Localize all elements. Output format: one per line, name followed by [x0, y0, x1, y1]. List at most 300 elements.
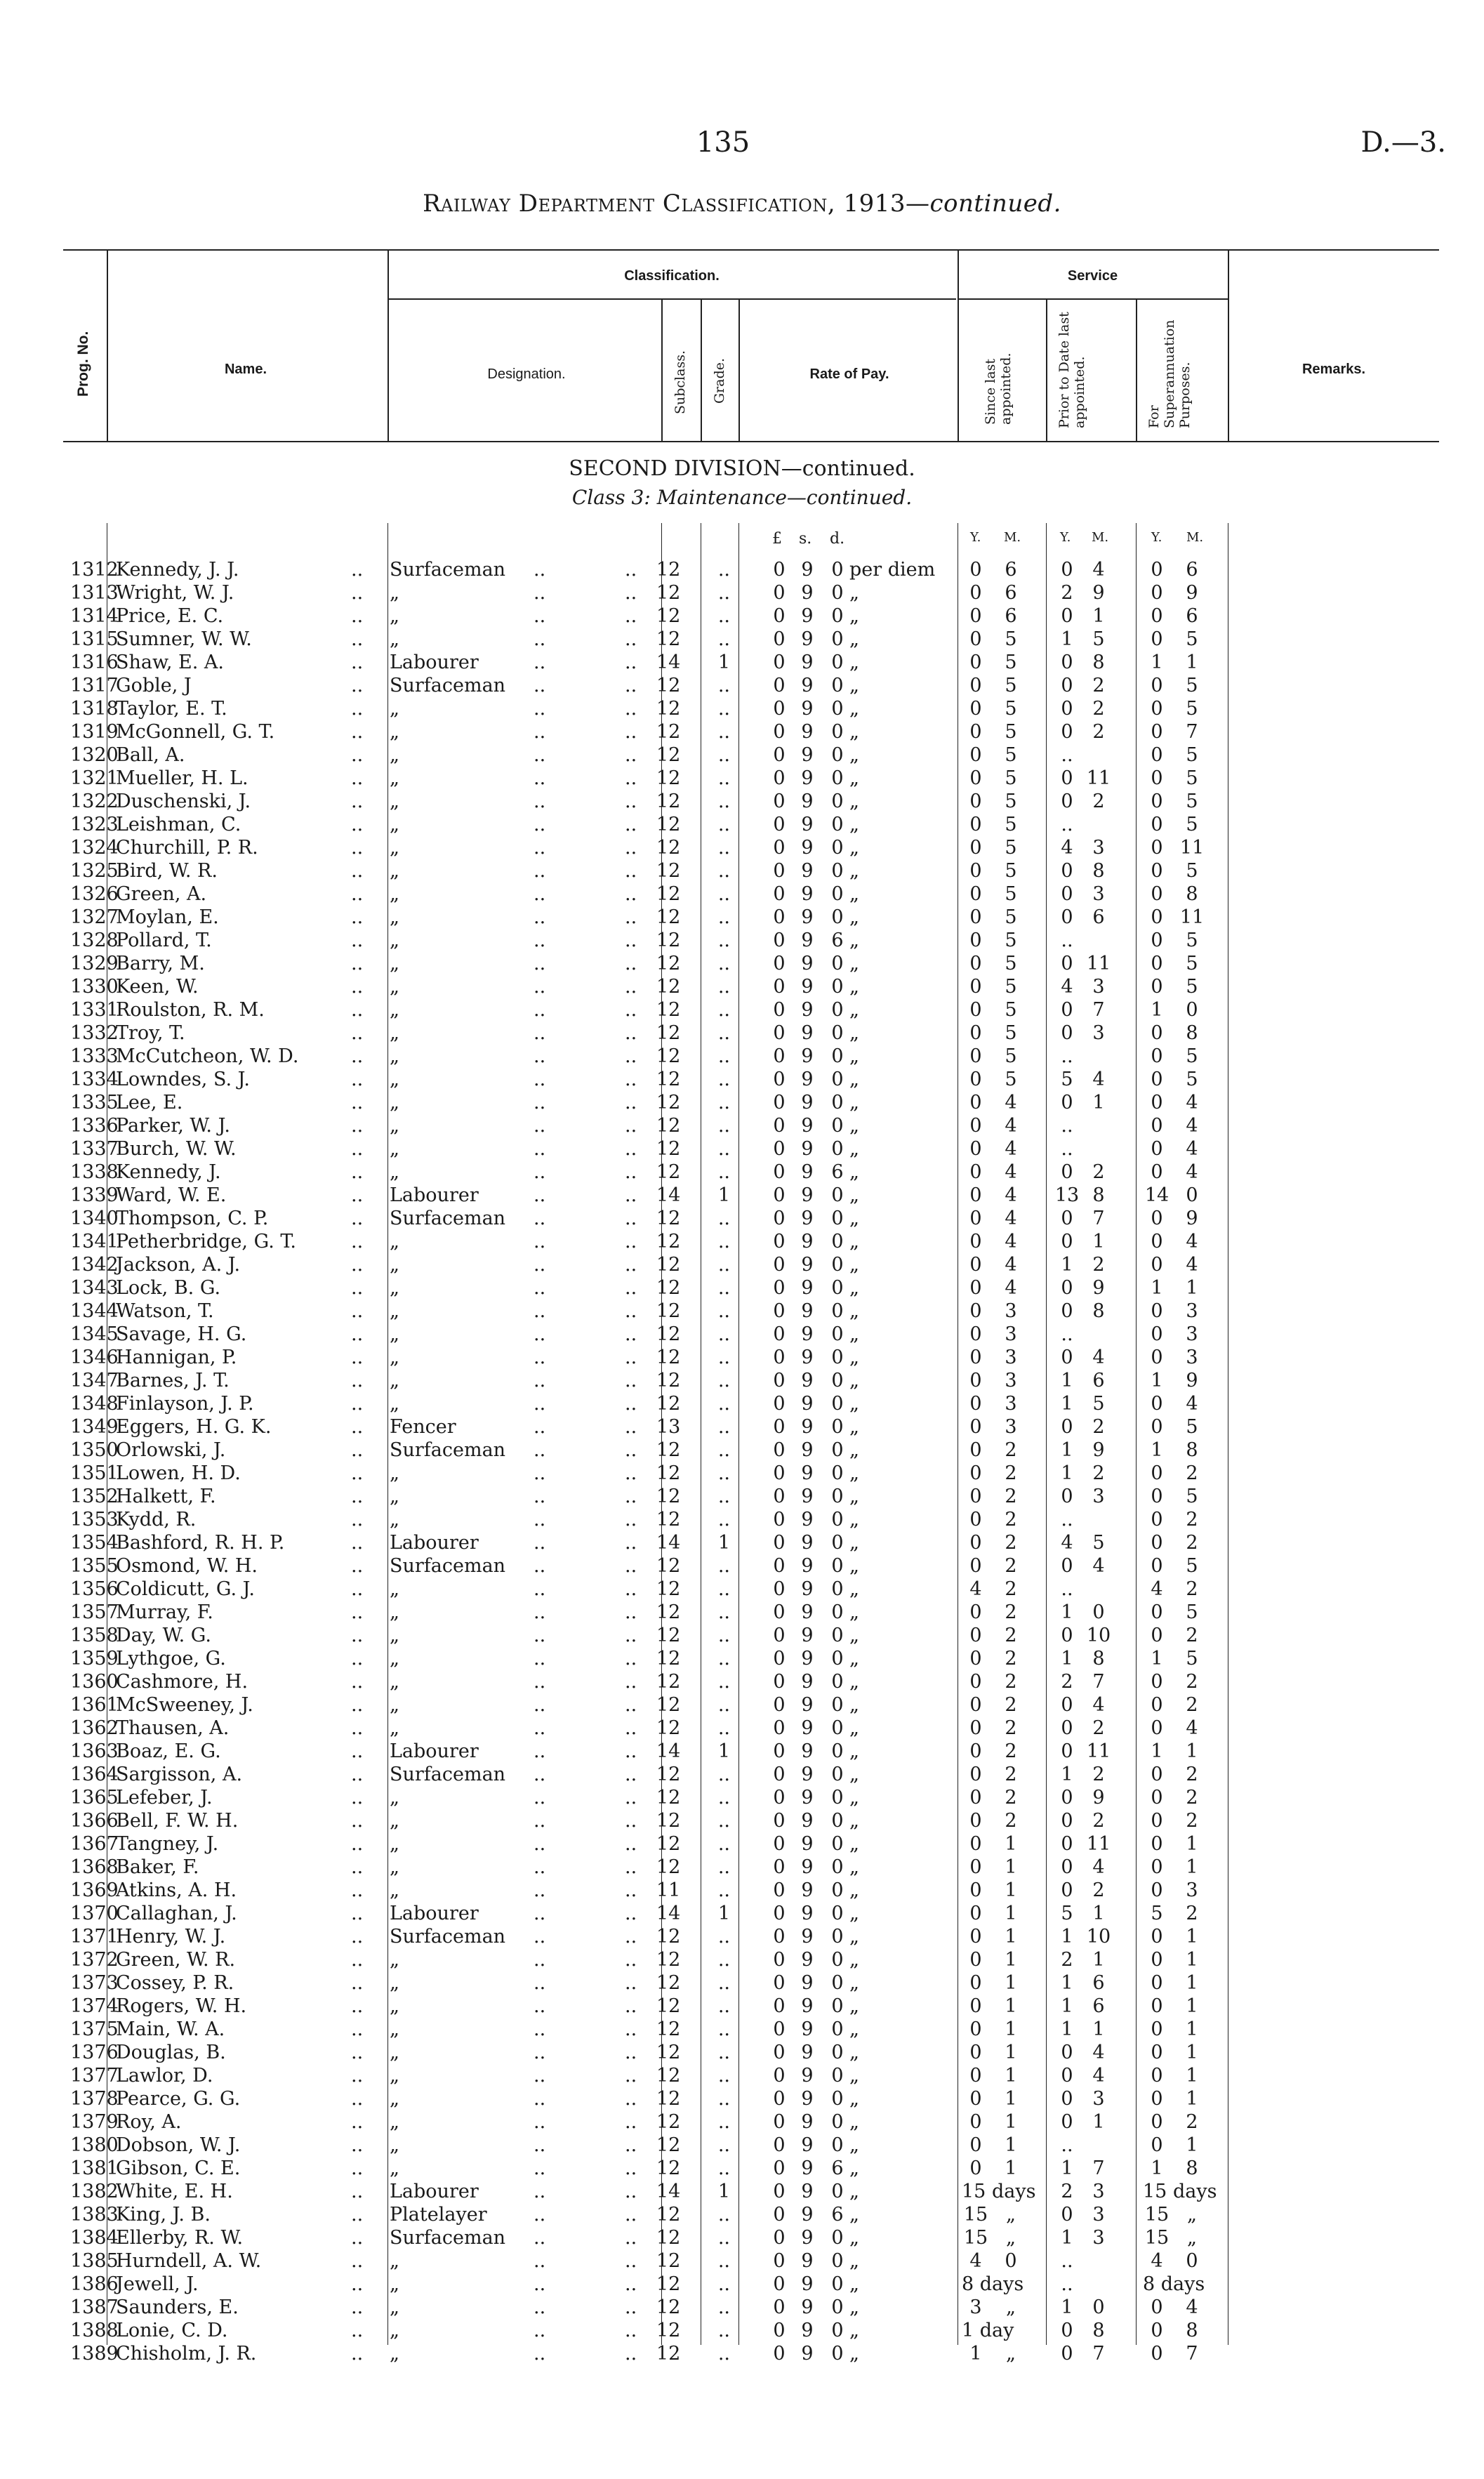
employee-name: Rogers, W. H.	[116, 1995, 247, 2017]
employee-name: Boaz, E. G.	[116, 1740, 221, 1762]
leader-dots: ..	[351, 1347, 364, 1368]
leader-dots: ..	[534, 2320, 546, 2341]
employee-name: Orlowski, J.	[116, 1439, 226, 1461]
subclass: 12	[656, 930, 681, 951]
grade: ..	[717, 1509, 730, 1531]
designation: „	[390, 1509, 399, 1531]
since-months: 1	[1005, 1949, 1017, 1971]
super-months: 5	[1186, 1648, 1198, 1670]
subclass: 14	[656, 1903, 681, 1924]
employee-name: Price, E. C.	[116, 605, 224, 627]
since-months: 2	[1005, 1532, 1017, 1554]
grade: ..	[717, 1393, 730, 1415]
prior-years: 0	[1061, 721, 1073, 743]
designation: „	[390, 1045, 399, 1067]
pay-pence: 0	[831, 582, 844, 604]
leader-dots: ..	[351, 1300, 364, 1322]
super-months: 8	[1186, 1439, 1198, 1461]
prior-years: 0	[1061, 1833, 1073, 1855]
grade: ..	[717, 1926, 730, 1948]
leader-dots: ..	[625, 1370, 637, 1391]
employee-name: Finlayson, J. P.	[116, 1393, 254, 1415]
prior-years: 0	[1061, 605, 1073, 627]
prior-years: 1	[1061, 628, 1073, 650]
prior-months: 5	[1092, 1532, 1105, 1554]
prior-months: 7	[1092, 2343, 1105, 2365]
since-months: 2	[1005, 1764, 1017, 1785]
super-months: 5	[1186, 814, 1198, 835]
prior-years: 0	[1061, 767, 1073, 789]
employee-name: Bird, W. R.	[116, 860, 218, 882]
designation: „	[390, 698, 399, 720]
table-row	[0, 836, 1484, 859]
designation: „	[390, 2250, 399, 2272]
pay-shillings: 9	[801, 791, 814, 812]
pay-period: „	[849, 744, 859, 766]
since-years: 0	[969, 791, 982, 812]
prior-months: 3	[1092, 2088, 1105, 2110]
grade: ..	[717, 976, 730, 998]
leader-dots: ..	[534, 1648, 546, 1670]
grade: ..	[717, 628, 730, 650]
designation: „	[390, 1625, 399, 1646]
pay-period: „	[849, 2111, 859, 2133]
designation: „	[390, 791, 399, 812]
pay-pence: 0	[831, 1648, 844, 1670]
pay-pounds: 0	[773, 1717, 786, 1739]
super-years: 0	[1151, 883, 1163, 905]
employee-name: Jackson, A. J.	[116, 1254, 241, 1276]
pay-pounds: 0	[773, 2157, 786, 2179]
super-years: 0	[1151, 1694, 1163, 1716]
unit-super-months: M.	[1186, 530, 1204, 545]
leader-dots: ..	[625, 1949, 637, 1971]
since-years: 8 days	[962, 2273, 1024, 2295]
super-years: 1	[1151, 1648, 1163, 1670]
pay-shillings: 9	[801, 2296, 814, 2318]
leader-dots: ..	[351, 2134, 364, 2156]
table-row	[0, 2064, 1484, 2087]
since-years: 0	[969, 976, 982, 998]
pay-shillings: 9	[801, 953, 814, 974]
leader-dots: ..	[534, 1416, 546, 1438]
pay-shillings: 9	[801, 675, 814, 696]
leader-dots: ..	[534, 1486, 546, 1507]
prior-months: 2	[1092, 1717, 1105, 1739]
employee-name: Sumner, W. W.	[116, 628, 252, 650]
subclass: 12	[656, 791, 681, 812]
since-years: 0	[969, 1856, 982, 1878]
leader-dots: ..	[351, 1856, 364, 1878]
designation: „	[390, 628, 399, 650]
prog-number: 1370	[70, 1903, 119, 1924]
since-years: 0	[969, 2018, 982, 2040]
leader-dots: ..	[625, 2065, 637, 2087]
since-years: 1	[969, 2343, 982, 2365]
pay-shillings: 9	[801, 1648, 814, 1670]
grade: ..	[717, 791, 730, 812]
prior-years: 0	[1061, 1300, 1073, 1322]
table-row	[0, 1276, 1484, 1300]
since-years: 0	[969, 1694, 982, 1716]
since-years: 0	[969, 2111, 982, 2133]
unit-super-years: Y.	[1151, 530, 1162, 545]
grade: ..	[717, 1972, 730, 1994]
table-row	[0, 1346, 1484, 1369]
pay-pence: 0	[831, 1509, 844, 1531]
prog-number: 1340	[70, 1208, 119, 1229]
subclass: 12	[656, 1810, 681, 1832]
pay-period: „	[849, 1926, 859, 1948]
page-title	[0, 190, 1484, 218]
leader-dots: ..	[351, 2111, 364, 2133]
pay-period: „	[849, 1671, 859, 1693]
since-months: 4	[1005, 1138, 1017, 1160]
employee-name: Barnes, J. T.	[116, 1370, 230, 1391]
since-years: 0	[969, 906, 982, 928]
prior-years: 0	[1061, 1231, 1073, 1252]
employee-name: Sargisson, A.	[116, 1764, 243, 1785]
table-row	[0, 2249, 1484, 2273]
pay-period: „	[849, 2273, 859, 2295]
prior-months: 3	[1092, 837, 1105, 859]
prog-number: 1351	[70, 1462, 119, 1484]
prior-years: 0	[1061, 860, 1073, 882]
designation: „	[390, 1231, 399, 1252]
subclass: 12	[656, 1717, 681, 1739]
table-row	[0, 1554, 1484, 1578]
pay-pounds: 0	[773, 652, 786, 673]
leader-dots: ..	[534, 837, 546, 859]
prior-years: 1	[1061, 2157, 1073, 2179]
super-months: 5	[1186, 930, 1198, 951]
designation: „	[390, 1347, 399, 1368]
prior-years: 0	[1061, 1717, 1073, 1739]
leader-dots: ..	[625, 1393, 637, 1415]
prior-months: 2	[1092, 721, 1105, 743]
pay-period: „	[849, 1810, 859, 1832]
prior-months: 8	[1092, 2320, 1105, 2341]
grade: ..	[717, 1300, 730, 1322]
pay-pounds: 0	[773, 791, 786, 812]
prog-number: 1341	[70, 1231, 119, 1252]
since-years: 0	[969, 2042, 982, 2063]
table-row	[0, 767, 1484, 790]
pay-pounds: 0	[773, 1370, 786, 1391]
prior-months: 1	[1092, 1092, 1105, 1113]
col-rule-3	[661, 298, 663, 442]
leader-dots: ..	[625, 1277, 637, 1299]
prog-number: 1343	[70, 1277, 119, 1299]
leader-dots: ..	[534, 767, 546, 789]
leader-dots: ..	[351, 1161, 364, 1183]
leader-dots: ..	[534, 2157, 546, 2179]
subclass: 12	[656, 2343, 681, 2365]
prog-number: 1312	[70, 559, 119, 581]
super-years: 0	[1151, 1022, 1163, 1044]
designation: „	[390, 2111, 399, 2133]
pay-pence: 0	[831, 2320, 844, 2341]
since-months: „	[1006, 2343, 1016, 2365]
leader-dots: ..	[625, 1416, 637, 1438]
prog-number: 1374	[70, 1995, 119, 2017]
prior-months: 3	[1092, 2181, 1105, 2202]
subclass: 12	[656, 860, 681, 882]
leader-dots: ..	[351, 1833, 364, 1855]
leader-dots: ..	[625, 2343, 637, 2365]
super-months: 5	[1186, 698, 1198, 720]
designation: Labourer	[390, 1532, 479, 1554]
prog-number: 1385	[70, 2250, 119, 2272]
super-years: 0	[1151, 1323, 1163, 1345]
super-months: 5	[1186, 744, 1198, 766]
pay-pence: 0	[831, 744, 844, 766]
pay-period: „	[849, 721, 859, 743]
leader-dots: ..	[625, 675, 637, 696]
grade: ..	[717, 1555, 730, 1577]
super-years: 0	[1151, 953, 1163, 974]
pay-shillings: 9	[801, 2088, 814, 2110]
leader-dots: ..	[534, 2296, 546, 2318]
super-years: 0	[1151, 1092, 1163, 1113]
leader-dots: ..	[534, 1856, 546, 1878]
pay-pounds: 0	[773, 2250, 786, 2272]
pay-period: „	[849, 2250, 859, 2272]
leader-dots: ..	[625, 744, 637, 766]
super-months: 9	[1186, 1370, 1198, 1391]
pay-pence: 0	[831, 605, 844, 627]
table-row	[0, 2342, 1484, 2365]
pay-pounds: 0	[773, 1347, 786, 1368]
designation: Labourer	[390, 652, 479, 673]
prog-number: 1349	[70, 1416, 119, 1438]
grade: ..	[717, 2065, 730, 2087]
leader-dots: ..	[625, 1092, 637, 1113]
pay-pounds: 0	[773, 1856, 786, 1878]
super-years: 0	[1151, 1810, 1163, 1832]
pay-pence: 0	[831, 2181, 844, 2202]
pay-period: „	[849, 2320, 859, 2341]
pay-period: „	[849, 1115, 859, 1137]
leader-dots: ..	[534, 906, 546, 928]
since-years: 0	[969, 744, 982, 766]
employee-name: Lock, B. G.	[116, 1277, 221, 1299]
prog-number: 1364	[70, 1764, 119, 1785]
pay-period: „	[849, 1184, 859, 1206]
leader-dots: ..	[351, 2296, 364, 2318]
subclass: 12	[656, 1092, 681, 1113]
pay-period: „	[849, 953, 859, 974]
pay-shillings: 9	[801, 1208, 814, 1229]
table-row	[0, 743, 1484, 767]
pay-shillings: 9	[801, 652, 814, 673]
designation: Surfaceman	[390, 1926, 506, 1948]
leader-dots: ..	[351, 930, 364, 951]
employee-name: Bashford, R. H. P.	[116, 1532, 285, 1554]
super-months: 3	[1186, 1300, 1198, 1322]
prior-months: 1	[1092, 1231, 1105, 1252]
leader-dots: ..	[351, 652, 364, 673]
grade: ..	[717, 767, 730, 789]
leader-dots: ..	[625, 791, 637, 812]
pay-pence: 0	[831, 999, 844, 1021]
pay-pence: 6	[831, 1161, 844, 1183]
table-row	[0, 1161, 1484, 1184]
prior-months: 9	[1092, 1277, 1105, 1299]
since-months: 1	[1005, 2042, 1017, 2063]
leader-dots: ..	[351, 1648, 364, 1670]
grade: ..	[717, 2204, 730, 2226]
pay-pence: 0	[831, 1764, 844, 1785]
super-years: 0	[1151, 1856, 1163, 1878]
since-years: 0	[969, 1995, 982, 2017]
col-rule-5	[738, 298, 740, 442]
employee-name: Main, W. A.	[116, 2018, 225, 2040]
pay-pounds: 0	[773, 1833, 786, 1855]
since-years: 0	[969, 1208, 982, 1229]
pay-period: „	[849, 1532, 859, 1554]
subclass: 12	[656, 1625, 681, 1646]
leader-dots: ..	[351, 1671, 364, 1693]
table-row	[0, 2087, 1484, 2110]
pay-pence: 0	[831, 2018, 844, 2040]
leader-dots: ..	[534, 1115, 546, 1137]
leader-dots: ..	[625, 906, 637, 928]
leader-dots: ..	[351, 2204, 364, 2226]
super-years: 0	[1151, 1347, 1163, 1368]
prior-years: ..	[1061, 1323, 1073, 1345]
subclass: 11	[656, 1879, 681, 1901]
prior-years: 0	[1061, 1810, 1073, 1832]
leader-dots: ..	[351, 814, 364, 835]
leader-dots: ..	[534, 1694, 546, 1716]
pay-pence: 0	[831, 2250, 844, 2272]
super-years: 0	[1151, 1208, 1163, 1229]
leader-dots: ..	[625, 1323, 637, 1345]
subclass: 12	[656, 1578, 681, 1600]
super-months: 1	[1186, 1277, 1198, 1299]
designation: „	[390, 976, 399, 998]
since-years: 0	[969, 1115, 982, 1137]
since-months: 2	[1005, 1694, 1017, 1716]
leader-dots: ..	[625, 2018, 637, 2040]
super-months: „	[1187, 2204, 1197, 2226]
prior-months: 11	[1086, 1833, 1111, 1855]
leader-dots: ..	[625, 1717, 637, 1739]
grade: 1	[717, 2181, 730, 2202]
prog-number: 1375	[70, 2018, 119, 2040]
table-row	[0, 1508, 1484, 1531]
pay-pounds: 0	[773, 2111, 786, 2133]
prior-years: 0	[1061, 559, 1073, 581]
employee-name: Roulston, R. M.	[116, 999, 265, 1021]
leader-dots: ..	[534, 1879, 546, 1901]
super-years: 5	[1151, 1903, 1163, 1924]
pay-pence: 0	[831, 1254, 844, 1276]
grade: ..	[717, 1277, 730, 1299]
table-row	[0, 1369, 1484, 1392]
prog-number: 1367	[70, 1833, 119, 1855]
pay-shillings: 9	[801, 860, 814, 882]
super-years: 1	[1151, 2157, 1163, 2179]
table-row	[0, 1578, 1484, 1601]
pay-pounds: 0	[773, 1254, 786, 1276]
super-years: 0	[1151, 1601, 1163, 1623]
prog-number: 1358	[70, 1625, 119, 1646]
pay-pence: 0	[831, 1300, 844, 1322]
table-row	[0, 2157, 1484, 2180]
prior-months: 3	[1092, 1022, 1105, 1044]
unit-shilling: s.	[799, 530, 812, 548]
leader-dots: ..	[625, 2320, 637, 2341]
prog-number: 1335	[70, 1092, 119, 1113]
leader-dots: ..	[625, 814, 637, 835]
document-reference: D.—3.	[1360, 126, 1446, 159]
leader-dots: ..	[351, 2088, 364, 2110]
leader-dots: ..	[351, 1022, 364, 1044]
pay-pence: 0	[831, 1694, 844, 1716]
prior-months: 4	[1092, 1555, 1105, 1577]
pay-period: „	[849, 1323, 859, 1345]
pay-pounds: 0	[773, 1903, 786, 1924]
pay-period: „	[849, 2227, 859, 2249]
since-years: 0	[969, 1184, 982, 1206]
leader-dots: ..	[534, 1370, 546, 1391]
pay-period: „	[849, 767, 859, 789]
since-years: 0	[969, 721, 982, 743]
employee-name: Henry, W. J.	[116, 1926, 226, 1948]
leader-dots: ..	[534, 1045, 546, 1067]
since-months: 3	[1005, 1347, 1017, 1368]
grade: ..	[717, 1601, 730, 1623]
pay-shillings: 9	[801, 2018, 814, 2040]
designation: „	[390, 1393, 399, 1415]
leader-dots: ..	[625, 1462, 637, 1484]
header-prior-to-date: Prior to Date last appointed.	[1056, 312, 1087, 428]
leader-dots: ..	[351, 721, 364, 743]
leader-dots: ..	[625, 652, 637, 673]
employee-name: Thompson, C. P.	[116, 1208, 269, 1229]
super-months: „	[1187, 2227, 1197, 2249]
leader-dots: ..	[625, 2111, 637, 2133]
designation: „	[390, 582, 399, 604]
prog-number: 1381	[70, 2157, 119, 2179]
super-years: 1	[1151, 1439, 1163, 1461]
pay-shillings: 9	[801, 1509, 814, 1531]
leader-dots: ..	[351, 1578, 364, 1600]
pay-shillings: 9	[801, 1370, 814, 1391]
super-months: 1	[1186, 1856, 1198, 1878]
since-years: 0	[969, 1833, 982, 1855]
pay-pence: 0	[831, 1717, 844, 1739]
since-years: 0	[969, 582, 982, 604]
table-row	[0, 1137, 1484, 1161]
prior-years: 1	[1061, 2018, 1073, 2040]
since-years: 0	[969, 628, 982, 650]
since-years: 4	[969, 1578, 982, 1600]
header-subclass: Subclass.	[673, 350, 688, 414]
prog-number: 1321	[70, 767, 119, 789]
pay-shillings: 9	[801, 1949, 814, 1971]
super-months: 9	[1186, 1208, 1198, 1229]
subclass: 12	[656, 2250, 681, 2272]
pay-shillings: 9	[801, 2065, 814, 2087]
pay-period: „	[849, 2088, 859, 2110]
leader-dots: ..	[534, 1208, 546, 1229]
leader-dots: ..	[351, 1949, 364, 1971]
table-row	[0, 2296, 1484, 2319]
pay-pounds: 0	[773, 1416, 786, 1438]
